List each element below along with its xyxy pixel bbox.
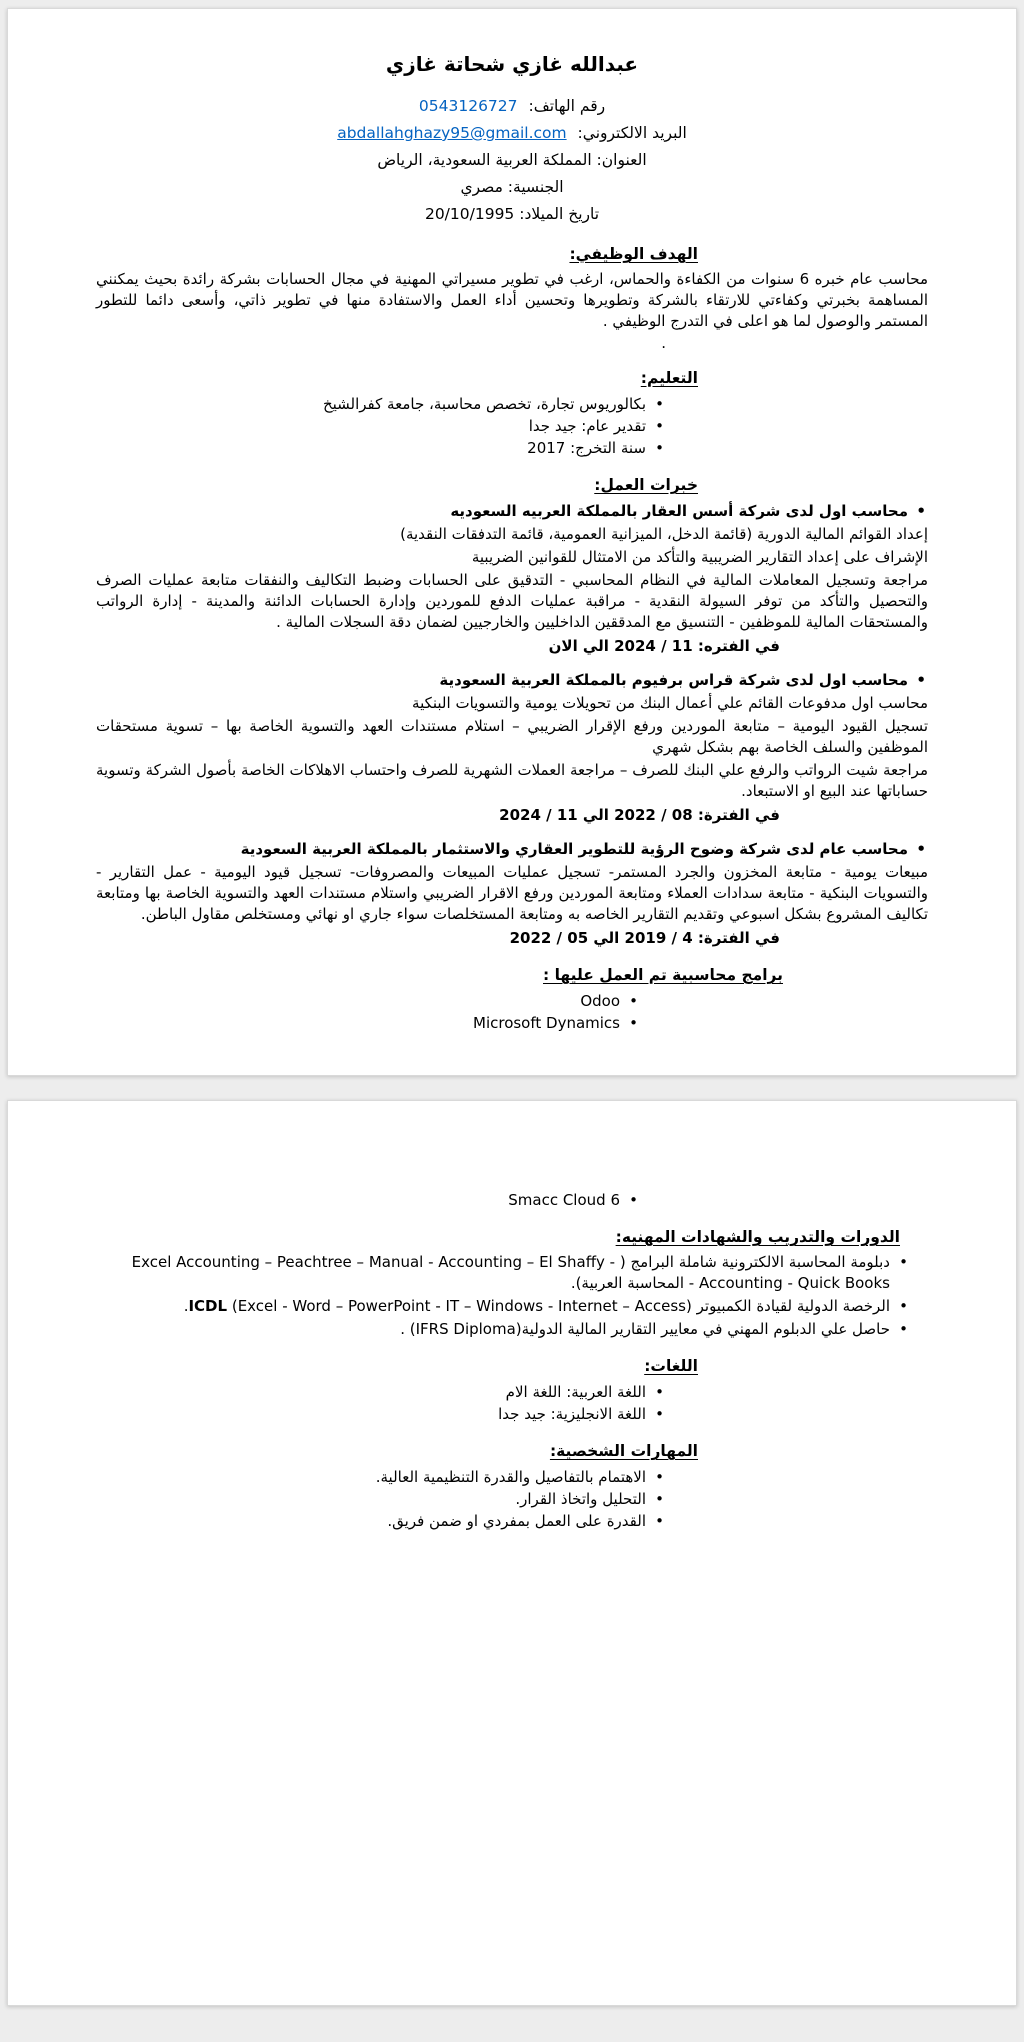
objective-heading: الهدف الوظيفي: xyxy=(569,245,698,263)
phone-value-link[interactable]: 0543126727 xyxy=(418,97,518,115)
section-courses xyxy=(96,1226,928,1340)
job-title: • محاسب عام لدى شركة وضوح الرؤية للتطوير العقاري والاستثمار بالمملكة العربية السعودية xyxy=(96,838,928,860)
skill-item: • التحليل واتخاذ القرار. xyxy=(96,1488,666,1510)
education-heading: التعليم: xyxy=(640,369,698,387)
software-list-continued xyxy=(96,1189,640,1211)
job-title: • محاسب اول لدى شركة أسس العقار بالمملكة العربيه السعوديه xyxy=(96,500,928,522)
job-period: في الفتره: 11 / 2024 الي الان xyxy=(548,637,780,655)
nationality-line: الجنسية: مصري xyxy=(460,178,564,196)
course-item xyxy=(96,1296,910,1317)
email-line xyxy=(96,120,928,147)
skill-item: • القدرة على العمل بمفردي او ضمن فريق. xyxy=(96,1510,666,1532)
phone-label: رقم الهاتف: xyxy=(528,97,606,115)
course-item-text: (Excel - Word – PowerPoint - IT – Windows - Internet – Access). xyxy=(183,1297,692,1315)
page-1 xyxy=(7,8,1017,1076)
course-item-text: الرخصة الدولية لقيادة الكمبيوتر xyxy=(691,1297,890,1315)
email-label: البريد الالكتروني: xyxy=(577,124,687,142)
birthdate-line: تاريخ الميلاد: 20/10/1995 xyxy=(424,205,600,223)
list-item: • Microsoft Dynamics xyxy=(96,1012,640,1034)
icdl-bold: ICDL xyxy=(188,1297,228,1315)
courses-list xyxy=(96,1252,910,1340)
job-description: مبيعات يومية - متابعة المخزون والجرد المستمر- تسجيل عمليات المبيعات والمصروفات- تسجيل قيود اليومية - عمل التقارير - والتسويات البنكية - متابعة سدادات العملاء ومتابعة الموردين ورفع الاقرار الضريبي واستلام مستندات العهد والتسوية الخاصة بها ومتابعة تكاليف المشروع بشكل اسبوعي وتقديم التقارير الخاصه به ومتابعة المستخلصات سواء جاري او نهائي ومستخلص مقاول الباطن. xyxy=(96,863,928,923)
skills-list xyxy=(96,1466,666,1532)
job-entry xyxy=(96,669,928,826)
courses-heading: الدورات والتدريب والشهادات المهنيه: xyxy=(615,1228,900,1246)
skill-item: • الاهتمام بالتفاصيل والقدرة التنظيمية العالية. xyxy=(96,1466,666,1488)
languages-list xyxy=(96,1381,666,1425)
list-item: • تقدير عام: جيد جدا xyxy=(96,415,666,437)
language-item: • اللغة الانجليزية: جيد جدا xyxy=(96,1403,666,1425)
job-description: إعداد القوائم المالية الدورية (قائمة الدخل، الميزانية العمومية، قائمة التدفقات النقدية) xyxy=(400,525,928,543)
job-description: مراجعة شيت الرواتب والرفع علي البنك للصرف – مراجعة العملات الشهرية للصرف واحتساب الاهلاكات الخاصة بأصول الشركة وتسوية حساباتها عند البيع او الاستبعاد. xyxy=(96,761,928,800)
section-education xyxy=(96,367,928,459)
section-objective xyxy=(96,243,928,352)
list-item: • Smacc Cloud 6 xyxy=(96,1189,640,1211)
section-skills xyxy=(96,1440,928,1532)
job-description: محاسب اول مدفوعات القائم علي أعمال البنك من تحويلات يومية والتسويات البنكية xyxy=(412,694,928,712)
email-link[interactable]: abdallahghazy95@gmail.com xyxy=(337,124,567,142)
list-item: • سنة التخرج: 2017 xyxy=(96,437,666,459)
languages-heading: اللغات: xyxy=(644,1357,698,1375)
job-description: مراجعة وتسجيل المعاملات المالية في النظام المحاسبي - التدقيق على الحسابات وضبط التكاليف والنفقات متابعة عمليات الصرف والتحصيل والتأكد من توفر السيولة النقدية - مراقبة عمليات الدفع للموردين وإدارة الحسابات الدائنة والمدينة - إدارة الرواتب والمستحقات المالية للموظفين - التنسيق مع المدققين الداخليين والخارجيين لضمان دقة السجلات المالية . xyxy=(96,571,928,631)
section-experience xyxy=(96,474,928,949)
address-line: العنوان: المملكة العربية السعودية، الرياض xyxy=(377,151,647,169)
contact-block xyxy=(96,93,928,228)
software-heading: برامج محاسبية تم العمل عليها : xyxy=(543,966,783,984)
job-period: في الفترة: 08 / 2022 الي 11 / 2024 xyxy=(499,806,780,824)
objective-paragraph: محاسب عام خبره 6 سنوات من الكفاءة والحماس، ارغب في تطوير مسيراتي المهنية في مجال الحسابات بشركة رائدة بحيث يمكنني المساهمة بخبرتي وكفاءتي للارتقاء بالشركة وتطويرها وتحسين أداء العمل والاستفادة منها في تطوير ذاتي، وأسعى دائما للتطور المستمر والوصول لما هو اعلى في التدرج الوظيفي . xyxy=(96,270,928,330)
job-period: في الفترة: 4 / 2019 الي 05 / 2022 xyxy=(509,929,780,947)
experience-heading: خبرات العمل: xyxy=(594,476,698,494)
section-languages xyxy=(96,1355,928,1425)
list-item: • Odoo xyxy=(96,990,640,1012)
section-software xyxy=(96,964,928,1034)
education-list xyxy=(96,393,666,459)
job-title: • محاسب اول لدى شركة قراس برفيوم بالمملكة العربية السعودية xyxy=(96,669,928,691)
job-description: الإشراف على إعداد التقارير الضريبية والتأكد من الامتثال للقوانين الضريبية xyxy=(471,548,928,566)
language-item: • اللغة العربية: اللغة الام xyxy=(96,1381,666,1403)
course-item: • حاصل علي الدبلوم المهني في معايير التقارير المالية الدولية(IFRS Diploma) . xyxy=(96,1319,910,1340)
software-list xyxy=(96,990,640,1034)
course-item: • دبلومة المحاسبة الالكترونية شاملة البرامج ( Excel Accounting – Peachtree – Manual - Accounting – El Shaffy - Accounting - Quick Books - المحاسبة العربية). xyxy=(96,1252,910,1294)
job-description: تسجيل القيود اليومية – متابعة الموردين ورفع الإقرار الضريبي – استلام مستندات العهد والتسوية الخاصة بها – تسوية مستحقات الموظفين والسلف الخاصة بهم بشكل شهري xyxy=(96,717,928,756)
job-entry xyxy=(96,500,928,657)
page-2 xyxy=(7,1100,1017,2006)
skills-heading: المهارات الشخصية: xyxy=(549,1442,698,1460)
phone-line xyxy=(96,93,928,120)
candidate-name: عبدالله غازي شحاتة غازي xyxy=(385,52,639,76)
objective-trailing-dot: . xyxy=(661,334,666,352)
job-entry xyxy=(96,838,928,949)
list-item: • بكالوريوس تجارة، تخصص محاسبة، جامعة كفرالشيخ xyxy=(96,393,666,415)
